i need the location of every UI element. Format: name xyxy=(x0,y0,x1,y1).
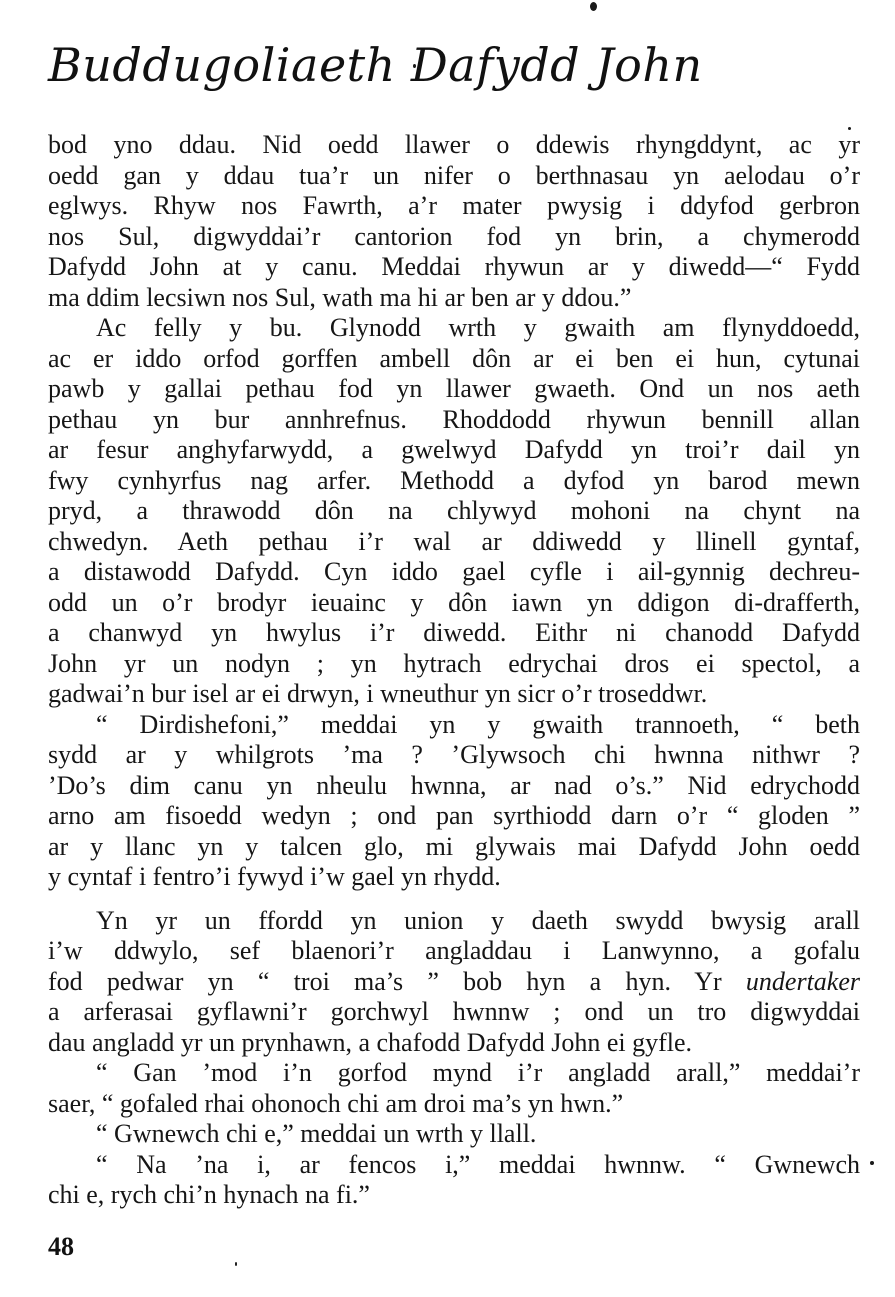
text-line: ’Do’s dim canu yn nheulu hwnna, ar nad o’s.” Nid edrychodd xyxy=(48,770,860,800)
text-line: Yn yr un ffordd yn union y daeth swydd bwysig arall xyxy=(96,905,860,935)
text-line: fod pedwar yn “ troi ma’s ” bob hyn a hyn. Yr undertaker xyxy=(48,966,860,996)
text-line: y cyntaf i fentro’i fywyd i’w gael yn rhydd. xyxy=(48,862,501,891)
paragraph xyxy=(48,906,860,1059)
text-line: dau angladd yr un prynhawn, a chafodd Dafydd John ei gyfle. xyxy=(48,1027,693,1057)
paragraph xyxy=(48,130,860,313)
text-line: Dafydd John at y canu. Meddai rhywun ar y diwedd—“ Fydd xyxy=(48,252,860,281)
text-line: arno am fisoedd wedyn ; ond pan syrthiodd darn o’r “ gloden ” xyxy=(48,801,860,830)
text-line: pethau yn bur annhrefnus. Rhoddodd rhywun bennill allan xyxy=(48,404,860,434)
text-line: oedd gan y ddau tua’r un nifer o berthnasau yn aelodau o’r xyxy=(48,160,860,190)
ink-speck xyxy=(590,2,597,11)
paragraph xyxy=(48,1150,860,1211)
text-line: a chanwyd yn hwylus i’r diwedd. Eithr ni chanodd Dafydd xyxy=(48,618,860,647)
text-line: sydd ar y whilgrots ’ma ? ’Glywsoch chi hwnna nithwr ? xyxy=(48,740,860,769)
text-line: pawb y gallai pethau fod yn llawer gwaeth. Ond un nos aeth xyxy=(48,374,860,403)
text-line: bod yno ddau. Nid oedd llawer o ddewis rhyngddynt, ac yr xyxy=(48,130,860,159)
page-number: 48 xyxy=(48,1232,74,1261)
running-head: Buddugoliaeth Dafydd John xyxy=(48,38,703,92)
text-line: a distawodd Dafydd. Cyn iddo gael cyfle i ail-gynnig dechreu- xyxy=(48,557,860,586)
paragraph xyxy=(48,313,860,710)
text-line: pryd, a thrawodd dôn na chlywyd mohoni na chynt na xyxy=(48,496,860,525)
text-line: Ac felly y bu. Glynodd wrth y gwaith am flynyddoedd, xyxy=(96,313,860,342)
text-line: i’w ddwylo, sef blaenori’r angladdau i Lanwynno, a gofalu xyxy=(48,936,860,965)
text-line: eglwys. Rhyw nos Fawrth, a’r mater pwysig i ddyfod gerbron xyxy=(48,191,860,220)
text-line: ar fesur anghyfarwydd, a gwelwyd Dafydd yn troi’r dail yn xyxy=(48,435,860,464)
text-line: odd un o’r brodyr ieuainc y dôn iawn yn ddigon di-drafferth, xyxy=(48,587,860,617)
text-line: ma ddim lecsiwn nos Sul, wath ma hi ar ben ar y ddou.” xyxy=(48,282,632,312)
paragraph xyxy=(48,710,860,893)
text-line: “ Na ’na i, ar fencos i,” meddai hwnnw. “ Gwnewch xyxy=(96,1149,860,1179)
text-line: “ Gan ’mod i’n gorfod mynd i’r angladd arall,” meddai’r xyxy=(96,1058,860,1087)
text-line: chwedyn. Aeth pethau i’r wal ar ddiwedd y llinell gyntaf, xyxy=(48,526,860,556)
text-line: “ Dirdishefoni,” meddai yn y gwaith trannoeth, “ beth xyxy=(96,709,860,739)
ink-speck xyxy=(870,1161,874,1165)
paragraph xyxy=(48,1119,860,1150)
text-line: chi e, rych chi’n hynach na fi.” xyxy=(48,1180,370,1209)
body-text xyxy=(48,130,860,1211)
text-line: ar y llanc yn y talcen glo, mi glywais mai Dafydd John oedd xyxy=(48,831,860,861)
paragraph xyxy=(48,1058,860,1119)
text-line: “ Gwnewch chi e,” meddai un wrth y llall. xyxy=(96,1119,537,1148)
text-line: ac er iddo orfod gorffen ambell dôn ar ei ben ei hun, cytunai xyxy=(48,343,860,373)
text-line: gadwai’n bur isel ar ei drwyn, i wneuthur yn sicr o’r troseddwr. xyxy=(48,679,708,708)
text-line: John yr un nodyn ; yn hytrach edrychai dros ei spectol, a xyxy=(48,648,860,678)
text-line: fwy cynhyrfus nag arfer. Methodd a dyfod yn barod mewn xyxy=(48,465,860,495)
text-line: saer, “ gofaled rhai ohonoch chi am droi ma’s yn hwn.” xyxy=(48,1088,624,1118)
ink-speck xyxy=(235,1262,237,1266)
text-line: a arferasai gyflawni’r gorchwyl hwnnw ; ond un tro digwyddai xyxy=(48,997,860,1026)
text-line: nos Sul, digwyddai’r cantorion fod yn brin, a chymerodd xyxy=(48,221,860,251)
